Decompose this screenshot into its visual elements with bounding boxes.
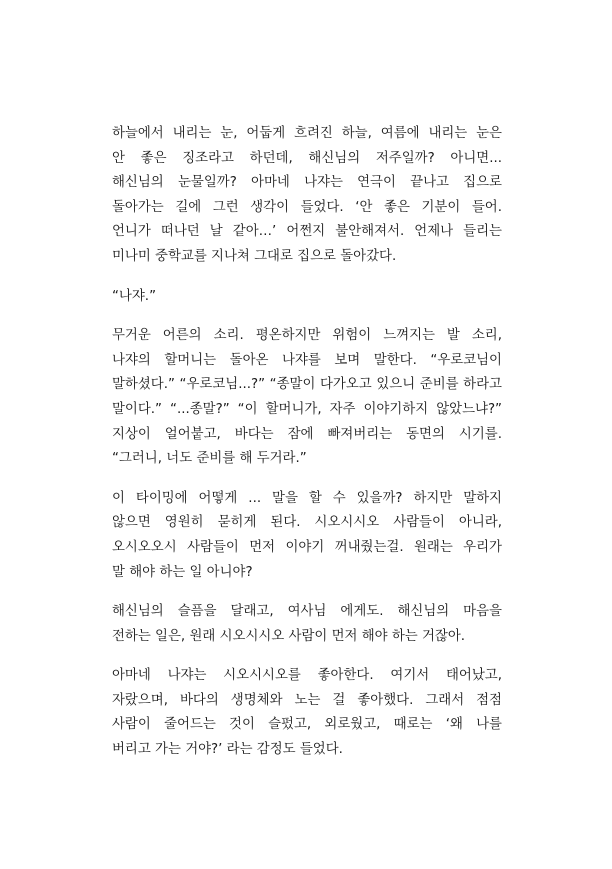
text-line: 아마네 나쟈는 시오시시오를 좋아한다. 여기서 태어났고, <box>112 668 502 684</box>
paragraph <box>112 664 502 762</box>
text-line: 지상이 얼어붙고, 바다는 잠에 빠져버리는 동면의 시기를. <box>112 426 502 442</box>
text-line: 하늘에서 내리는 눈, 어둡게 흐려진 하늘, 여름에 내리는 눈은 <box>112 126 502 141</box>
text-line: 돌아가는 길에 그런 생각이 들었다. ‘안 좋은 기분이 들어. <box>112 199 502 215</box>
text-line: 사람이 줄어드는 것이 슬펐고, 외로웠고, 때로는 ‘왜 나를 <box>112 717 502 733</box>
text-line: 말 해야 하는 일 아니야? <box>112 564 253 580</box>
text-line: 말이다.” “...종말?” “이 할머니가, 자주 이야기하지 않았느냐?” <box>112 401 502 417</box>
text-line: 나쟈의 할머니는 돌아온 나쟈를 보며 말한다. “우로코님이 <box>112 352 502 368</box>
text-line: 미나미 중학교를 지나쳐 그대로 집으로 돌아갔다. <box>112 248 397 264</box>
text-line: 해신님의 슬픔을 달래고, 여사님 에게도. 해신님의 마음을 <box>112 604 502 620</box>
text-line: 않으면 영원히 묻히게 된다. 시오시시오 사람들이 아니라, <box>112 515 502 531</box>
text-line: 무거운 어른의 소리. 평온하지만 위험이 느껴지는 발 소리, <box>112 328 502 344</box>
text-line: 자랐으며, 바다의 생명체와 노는 걸 좋아했다. 그래서 점점 <box>112 692 502 708</box>
text-line: 언니가 떠나던 날 같아…’ 어쩐지 불안해져서. 언제나 들리는 <box>112 224 502 240</box>
text-line: 말하셨다.” “우로코님...?” “종말이 다가오고 있으니 준비를 하라고 <box>112 377 502 393</box>
paragraph <box>112 324 502 472</box>
text-line: 이 타이밍에 어떻게 ... 말을 할 수 있을까? 하지만 말하지 <box>112 490 502 506</box>
text-line: “나쟈.” <box>112 288 157 304</box>
text-line: 버리고 가는 거야?’ 라는 감정도 들었다. <box>112 742 343 758</box>
text-line: 해신님의 눈물일까? 아마네 나쟈는 연극이 끝나고 집으로 <box>112 175 502 191</box>
text-line: 전하는 일은, 원래 시오시시오 사람이 먼저 해야 하는 거잖아. <box>112 628 466 644</box>
text-line: 안 좋은 징조라고 하던데, 해신님의 저주일까? 아니면... <box>112 150 502 166</box>
paragraph <box>112 285 502 310</box>
text-line: “그러니, 너도 준비를 해 두거라.” <box>112 451 307 467</box>
paragraph <box>112 600 502 649</box>
paragraph <box>112 487 502 585</box>
document-body <box>112 122 502 778</box>
paragraph <box>112 122 502 270</box>
text-line: 오시오오시 사람들이 먼저 이야기 꺼내줬는걸. 원래는 우리가 <box>112 539 502 555</box>
